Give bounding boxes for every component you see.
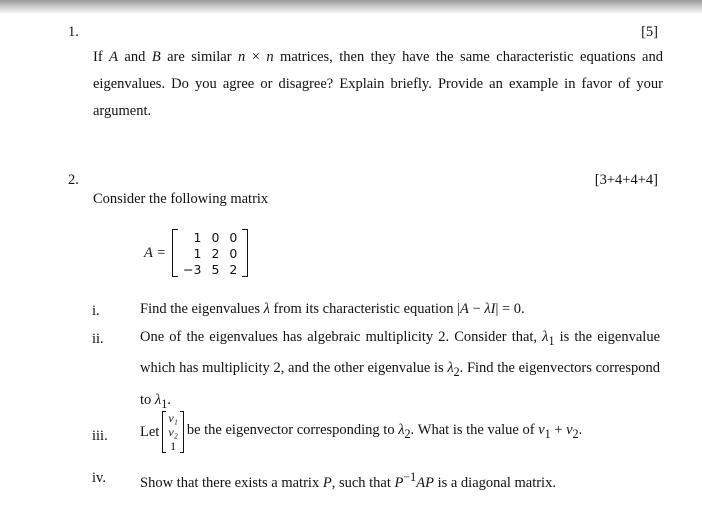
matrix-table — [178, 229, 242, 277]
matrix-cell: 2 — [229, 261, 238, 277]
question-1-marks: [5] — [641, 24, 658, 40]
question-2-intro: Consider the following matrix — [93, 191, 269, 207]
matrix-row — [178, 245, 242, 261]
top-shadow — [0, 0, 702, 14]
matrix-cell: 0 — [229, 229, 238, 245]
vector-entry-3: 1 — [170, 439, 177, 453]
part-ii-text: One of the eigenvalues has algebraic multiplicity 2. Consider that, $\lambda_1$ is the eigenvalue which has multiplicity 2, and the other eigenvalue is $\lambda_2$. Find the eigenvectors correspond to $\lambda_1$. — [140, 329, 660, 411]
matrix-row — [178, 229, 242, 245]
matrix-cell: 0 — [229, 245, 238, 261]
part-iii-suffix: be the eigenvector corresponding to $\lambda_2$. What is the value of $v_1 + v_2$. — [186, 422, 583, 441]
vector-entry-1: v₁ — [168, 411, 178, 425]
part-iv-label: iv. — [92, 470, 106, 486]
part-iii-label: iii. — [92, 428, 108, 444]
question-2-marks: [3+4+4+4] — [594, 172, 658, 188]
matrix-row — [178, 261, 242, 277]
question-1-number: 1. — [68, 24, 79, 40]
matrix-cell: 1 — [193, 245, 202, 261]
question-2-number: 2. — [68, 172, 79, 188]
matrix-cell: 1 — [193, 229, 202, 245]
matrix-label: A = — [144, 244, 167, 261]
question-1-text: If A and B are similar n × n matrices, then they have the same characteristic equations and eigenvalues. Do you agree or disagree? Explain briefly. Provide an example in favor of your argument. — [93, 49, 663, 119]
vector-entry-2: v₂ — [168, 425, 178, 439]
part-iv-text: Show that there exists a matrix P, such that $P^{-1}AP$ is a diagonal matrix. — [140, 470, 556, 491]
matrix-cell: 5 — [211, 261, 220, 277]
matrix-cell: 2 — [211, 245, 220, 261]
part-i-text: Find the eigenvalues λ from its characteristic equation |A − λI| = 0. — [140, 301, 525, 317]
matrix-cell: 0 — [211, 229, 220, 245]
matrix-brackets — [172, 229, 248, 277]
part-i-label: i. — [92, 303, 100, 319]
part-ii-label: ii. — [92, 331, 104, 347]
eigenvector-v — [162, 411, 184, 453]
part-iii-text — [140, 411, 582, 453]
matrix-a — [144, 229, 248, 277]
part-iii-prefix: Let — [140, 423, 160, 440]
matrix-cell: −3 — [183, 261, 202, 277]
